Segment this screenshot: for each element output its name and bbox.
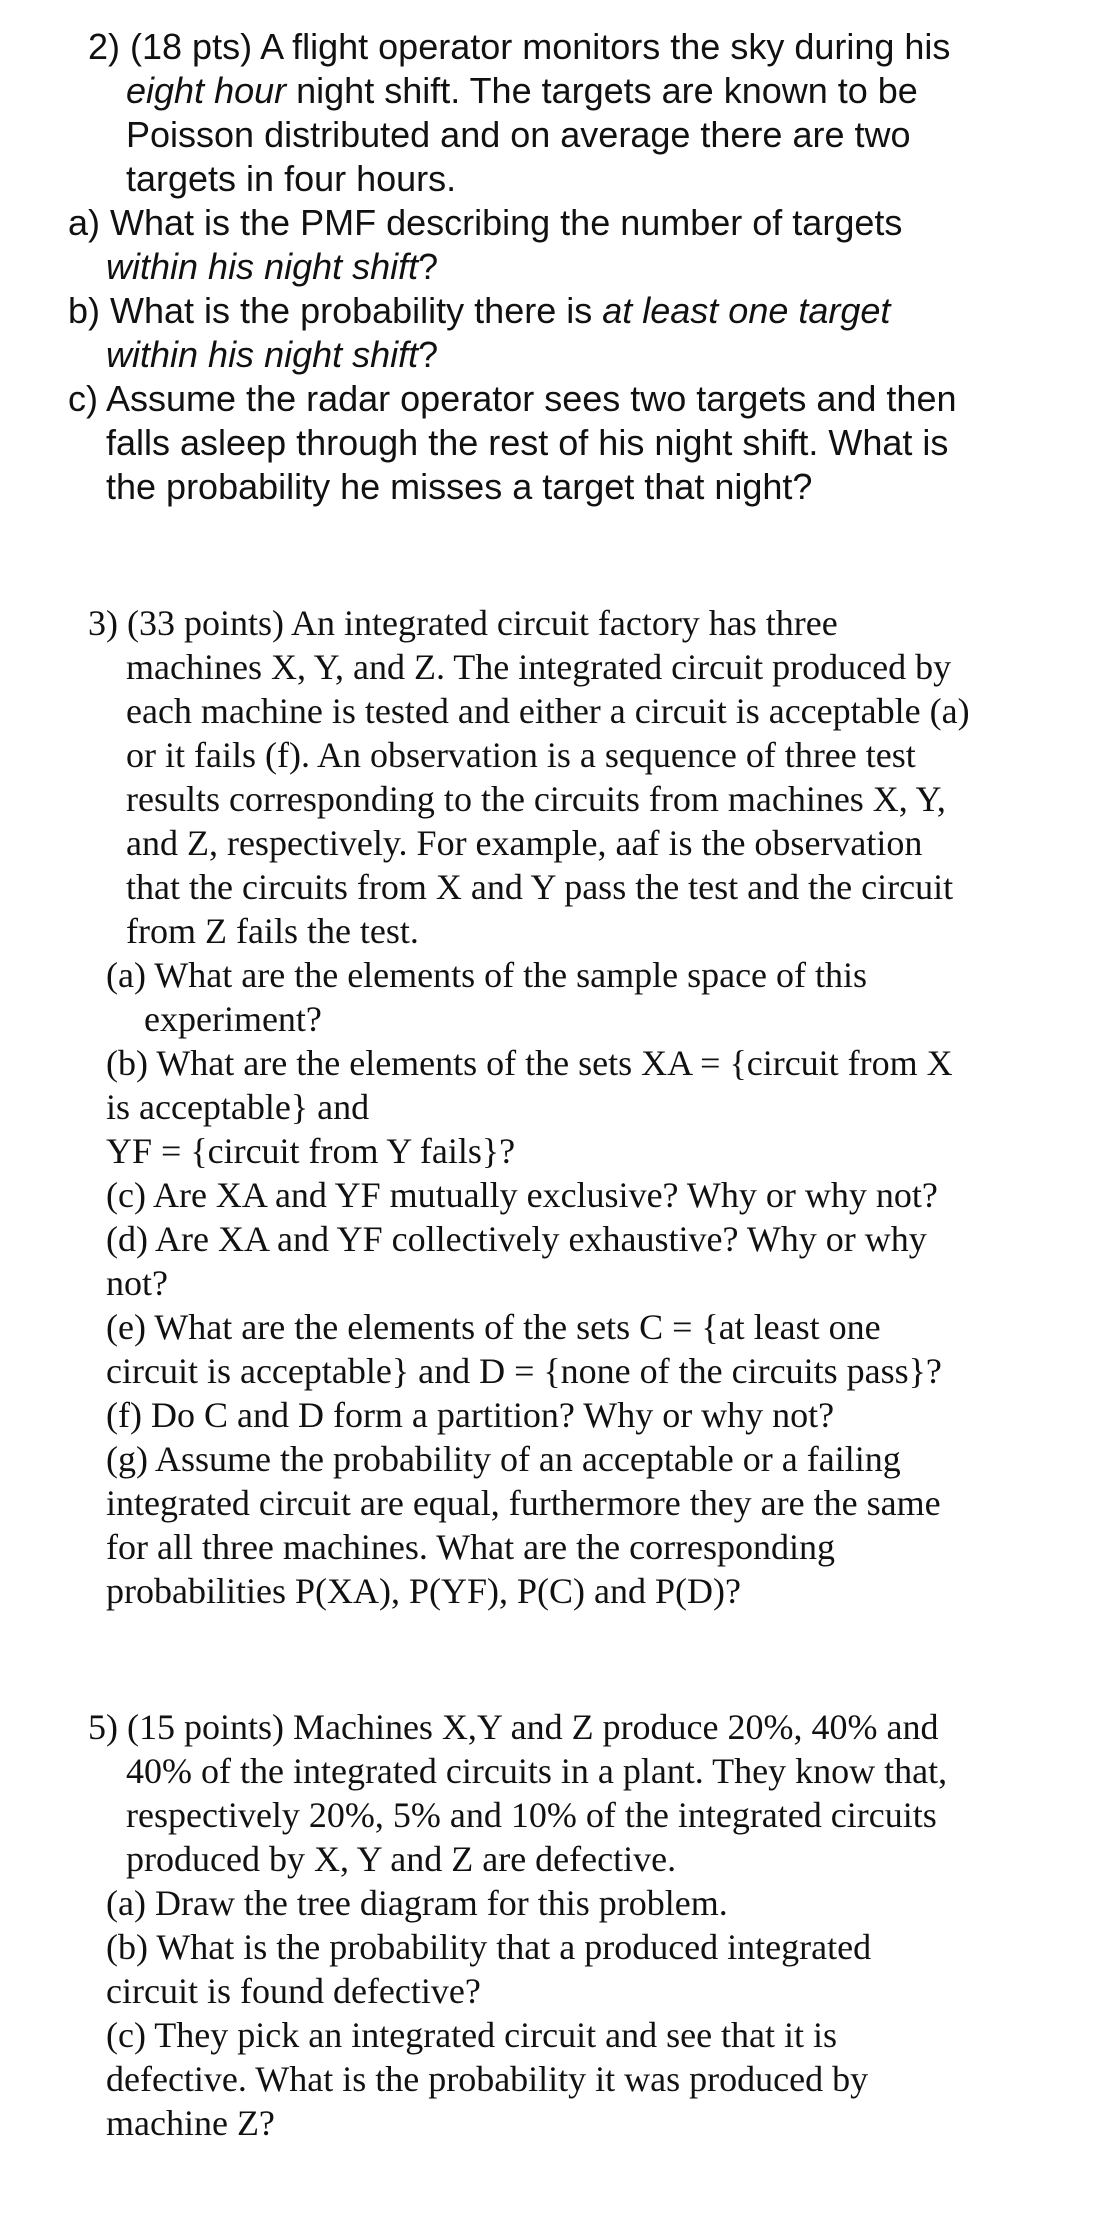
- q5-part-c: (c) They pick an integrated circuit and see that it is: [106, 2015, 838, 2055]
- q5-line: produced by X, Y and Z are defective.: [126, 1839, 677, 1879]
- q3-part-e-cont: circuit is acceptable} and D = {none of the circuits pass}?: [106, 1351, 942, 1391]
- q5-part-b: (b) What is the probability that a produced integrated: [106, 1927, 872, 1967]
- q2-part-a-emphasis: within his night shift: [106, 246, 419, 287]
- q3-part-b: (b) What are the elements of the sets XA = {circuit from X: [106, 1043, 953, 1083]
- q3-line: results corresponding to the circuits from machines X, Y,: [126, 779, 946, 819]
- q3-part-a-cont: experiment?: [144, 999, 322, 1039]
- q2-part-c-line-2: falls asleep through the rest of his night shift. What is: [106, 422, 949, 463]
- q3-part-b-cont: is acceptable} and: [106, 1087, 370, 1127]
- q3-part-d-cont: not?: [106, 1263, 168, 1303]
- q2-part-c-line-1: c) Assume the radar operator sees two targets and then: [68, 378, 957, 419]
- q3-line: machines X, Y, and Z. The integrated circuit produced by: [126, 647, 952, 687]
- q3-line: and Z, respectively. For example, aaf is the observation: [126, 823, 923, 863]
- q2-part-b-line-1: [68, 289, 890, 333]
- q3-line: each machine is tested and either a circuit is acceptable (a): [126, 691, 970, 731]
- q2-part-b-emphasis-2: within his night shift: [106, 334, 419, 375]
- q2-line-2-text: night shift. The targets are known to be: [286, 70, 918, 111]
- q2-line-4: targets in four hours.: [126, 158, 457, 199]
- q3-part-b-cont: YF = {circuit from Y fails}?: [106, 1131, 516, 1171]
- q3-part-g-cont: integrated circuit are equal, furthermore they are the same: [106, 1483, 941, 1523]
- q3-part-a: (a) What are the elements of the sample space of this: [106, 955, 868, 995]
- q3-part-d: (d) Are XA and YF collectively exhaustive? Why or why: [106, 1219, 927, 1259]
- q3-part-g: (g) Assume the probability of an acceptable or a failing: [106, 1439, 901, 1479]
- q2-line-2: [126, 69, 918, 113]
- q2-part-b-text: b) What is the probability there is: [68, 290, 603, 331]
- q2-part-c-line-3: the probability he misses a target that night?: [106, 466, 813, 507]
- q2-part-a-qmark: ?: [418, 246, 439, 287]
- q2-line-1: 2) (18 pts) A flight operator monitors the sky during his: [88, 26, 951, 67]
- q5-line: 40% of the integrated circuits in a plant. They know that,: [126, 1751, 948, 1791]
- q3-line: or it fails (f). An observation is a sequence of three test: [126, 735, 916, 775]
- q3-part-g-cont: for all three machines. What are the corresponding: [106, 1527, 836, 1567]
- q2-part-a-line-1: a) What is the PMF describing the number of targets: [68, 202, 903, 243]
- q5-part-b-cont: circuit is found defective?: [106, 1971, 481, 2011]
- q3-line: 3) (33 points) An integrated circuit factory has three: [88, 603, 838, 643]
- q2-part-b-line-2: [106, 333, 438, 377]
- q5-part-c-cont: defective. What is the probability it was produced by: [106, 2059, 869, 2099]
- q5-line: 5) (15 points) Machines X,Y and Z produce 20%, 40% and: [88, 1707, 939, 1747]
- q3-part-f: (f) Do C and D form a partition? Why or why not?: [106, 1395, 835, 1435]
- q3-line: that the circuits from X and Y pass the test and the circuit: [126, 867, 954, 907]
- q5-line: respectively 20%, 5% and 10% of the integrated circuits: [126, 1795, 937, 1835]
- q2-part-b-qmark: ?: [418, 334, 439, 375]
- q3-part-e: (e) What are the elements of the sets C = {at least one: [106, 1307, 881, 1347]
- q3-line: from Z fails the test.: [126, 911, 419, 951]
- q5-part-c-cont: machine Z?: [106, 2103, 275, 2143]
- q2-emphasis: eight hour: [126, 70, 287, 111]
- q2-part-b-emphasis: at least one target: [602, 290, 891, 331]
- q2-line-3: Poisson distributed and on average there are two: [126, 114, 911, 155]
- q3-part-c: (c) Are XA and YF mutually exclusive? Why or why not?: [106, 1175, 938, 1215]
- q3-part-g-cont: probabilities P(XA), P(YF), P(C) and P(D)?: [106, 1571, 741, 1611]
- q5-part-a: (a) Draw the tree diagram for this problem.: [106, 1883, 728, 1923]
- q2-part-a-line-2: [106, 245, 438, 289]
